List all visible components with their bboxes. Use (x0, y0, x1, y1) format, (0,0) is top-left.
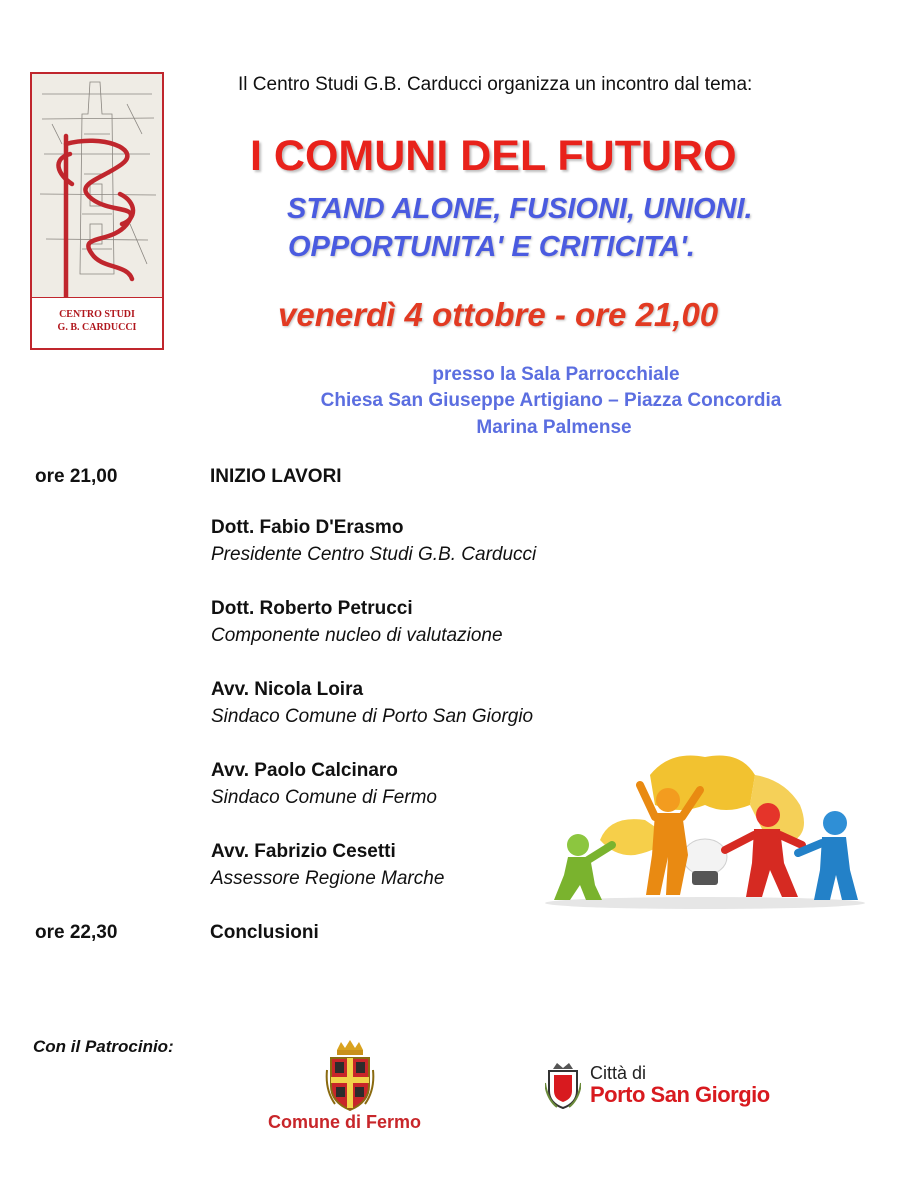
fermo-name: Comune di Fermo (268, 1112, 422, 1132)
end-label: Conclusioni (210, 922, 319, 943)
speaker-name: Avv. Fabrizio Cesetti (211, 841, 396, 862)
puzzle-people-icon (540, 745, 870, 910)
logo-line1: CENTRO STUDI (59, 309, 135, 320)
speaker-name: Avv. Paolo Calcinaro (211, 760, 398, 781)
start-label: INIZIO LAVORI (210, 466, 342, 487)
end-time: ore 22,30 (35, 922, 118, 943)
psg-crest-icon (545, 1063, 581, 1109)
speaker-role: Sindaco Comune di Porto San Giorgio (211, 706, 534, 727)
event-date: venerdì 4 ottobre - ore 21,00 (278, 296, 719, 333)
speaker-name: Avv. Nicola Loira (211, 679, 364, 700)
patronage-label: Con il Patrocinio: (33, 1037, 174, 1056)
speaker-role: Assessore Regione Marche (211, 868, 445, 889)
logo-caption (32, 297, 162, 348)
venue-line2: Chiesa San Giuseppe Artigiano – Piazza Concordia (320, 390, 782, 411)
tower-sketch-icon (32, 74, 162, 300)
speaker-role: Sindaco Comune di Fermo (211, 787, 437, 808)
intro-text: Il Centro Studi G.B. Carducci organizza un incontro dal tema: (238, 74, 753, 95)
subtitle-line2: OPPORTUNITA' E CRITICITA'. (288, 231, 695, 263)
psg-prefix: Città di (590, 1063, 647, 1083)
speaker-name: Dott. Roberto Petrucci (211, 598, 413, 619)
venue-line1: presso la Sala Parrocchiale (432, 364, 680, 385)
fermo-crest-icon (325, 1040, 375, 1114)
venue-line3: Marina Palmense (476, 417, 632, 438)
start-time: ore 21,00 (35, 466, 118, 487)
speaker-role: Componente nucleo di valutazione (211, 625, 503, 646)
subtitle-line1: STAND ALONE, FUSIONI, UNIONI. (287, 193, 753, 225)
speaker-name: Dott. Fabio D'Erasmo (211, 517, 404, 538)
psg-name: Porto San Giorgio (590, 1082, 770, 1107)
logo-line2: G. B. CARDUCCI (57, 322, 137, 333)
speaker-role: Presidente Centro Studi G.B. Carducci (211, 544, 537, 565)
event-title: I COMUNI DEL FUTURO (250, 132, 737, 180)
centro-studi-logo (30, 72, 164, 350)
